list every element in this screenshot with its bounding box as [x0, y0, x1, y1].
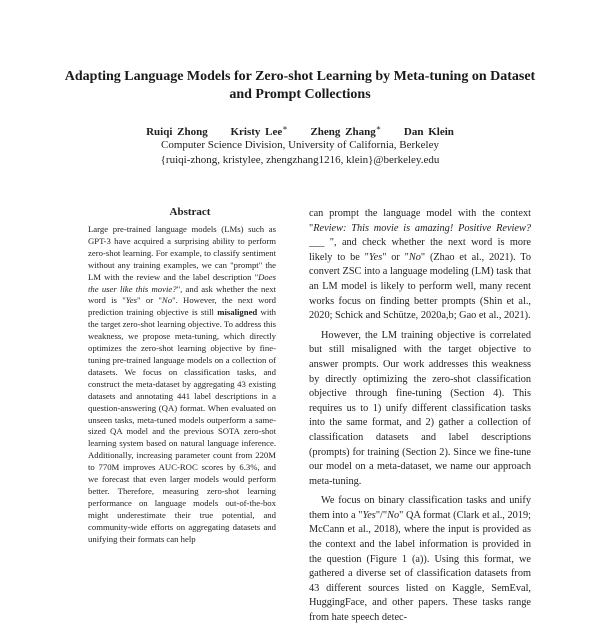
- author-list: [0, 123, 600, 138]
- body-paragraph: can prompt the language model with the context "Review: This movie is amazing! Positive Review? ___ ", and check whether the next word is more likely to be "Yes" or "No" (Zhao et al., 2021). To convert ZSC into a language modeling (LM) task that an LM model is likely to perform well, many recent works focus on finding better prompts (Shin et al., 2020; Schick and Schütze, 2020a,b; Gao et al., 2021).: [309, 208, 531, 322]
- paper-title: Adapting Language Models for Zero-shot Learning by Meta-tuning on Dataset and Prompt Collections: [64, 69, 536, 102]
- affiliation: Computer Science Division, University of California, Berkeley: [161, 139, 439, 151]
- body-paragraph: However, the LM training objective is correlated but still misaligned with the target objective to answer prompts. Our work addresses this weakness by directly optimizing the zero-shot classification objective through fine-tuning (Section 4). This requires us to 1) unify different classification tasks into the same format, and 2) gather a collection of classification datasets and label descriptions (prompts) for training (Section 2). Since we fine-tune our model on a meta-dataset, we name our approach meta-tuning.: [309, 329, 531, 487]
- author: Dan Klein: [403, 125, 454, 138]
- abstract-heading: Abstract: [169, 206, 211, 218]
- affiliation-block: [0, 138, 600, 168]
- author: Zheng Zhang∗: [310, 123, 382, 138]
- author-emails: {ruiqi-zhong, kristylee, zhengzhang1216, klein}@berkeley.edu: [160, 154, 440, 166]
- author: Kristy Lee∗: [230, 123, 288, 138]
- abstract-text: Large pre-trained language models (LMs) such as GPT-3 have acquired a surprising ability to perform zero-shot learning. For example, to classify sentiment without any training examples, we can "prompt" the LM with the review and the label description "Does the user like this movie?", and ask whether the next word is "Yes" or "No". However, the next word prediction training objective is still misaligned with the target zero-shot learning objective. To address this weakness, we propose meta-tuning, which directly optimizes the zero-shot learning objective by fine-tuning pre-trained language models on a collection of datasets. We focus on classification tasks, and construct the meta-dataset by aggregating 43 existing datasets and annotating 441 label descriptions in a question-answering (QA) format. When evaluated on unseen tasks, meta-tuned models outperform a same-sized QA model and the previous SOTA zero-shot learning system based on natural language inference. Additionally, increasing parameter count from 220M to 770M improves AUC-ROC scores by 6.3%, and we forecast that even larger models would perform better. Therefore, measuring zero-shot learning performance on language models out-of-the-box might underestimate their true potential, and community-wide efforts on aggregating datasets and unifying their formats can help: [88, 224, 276, 544]
- author: Ruiqi Zhong: [146, 125, 208, 138]
- body-column-right: [309, 207, 531, 626]
- body-paragraph: We focus on binary classification tasks and unify them into a "Yes"/"No" QA format (Clark et al., 2019; McCann et al., 2018), where the input is provided as the context and the label information is provided in the question (Figure 1 (a)). Using this format, we gathered a diverse set of classification datasets from 43 different sources listed on Kaggle, SemEval, HuggingFace, and other papers. These tasks range from hate speech detec-: [309, 495, 531, 624]
